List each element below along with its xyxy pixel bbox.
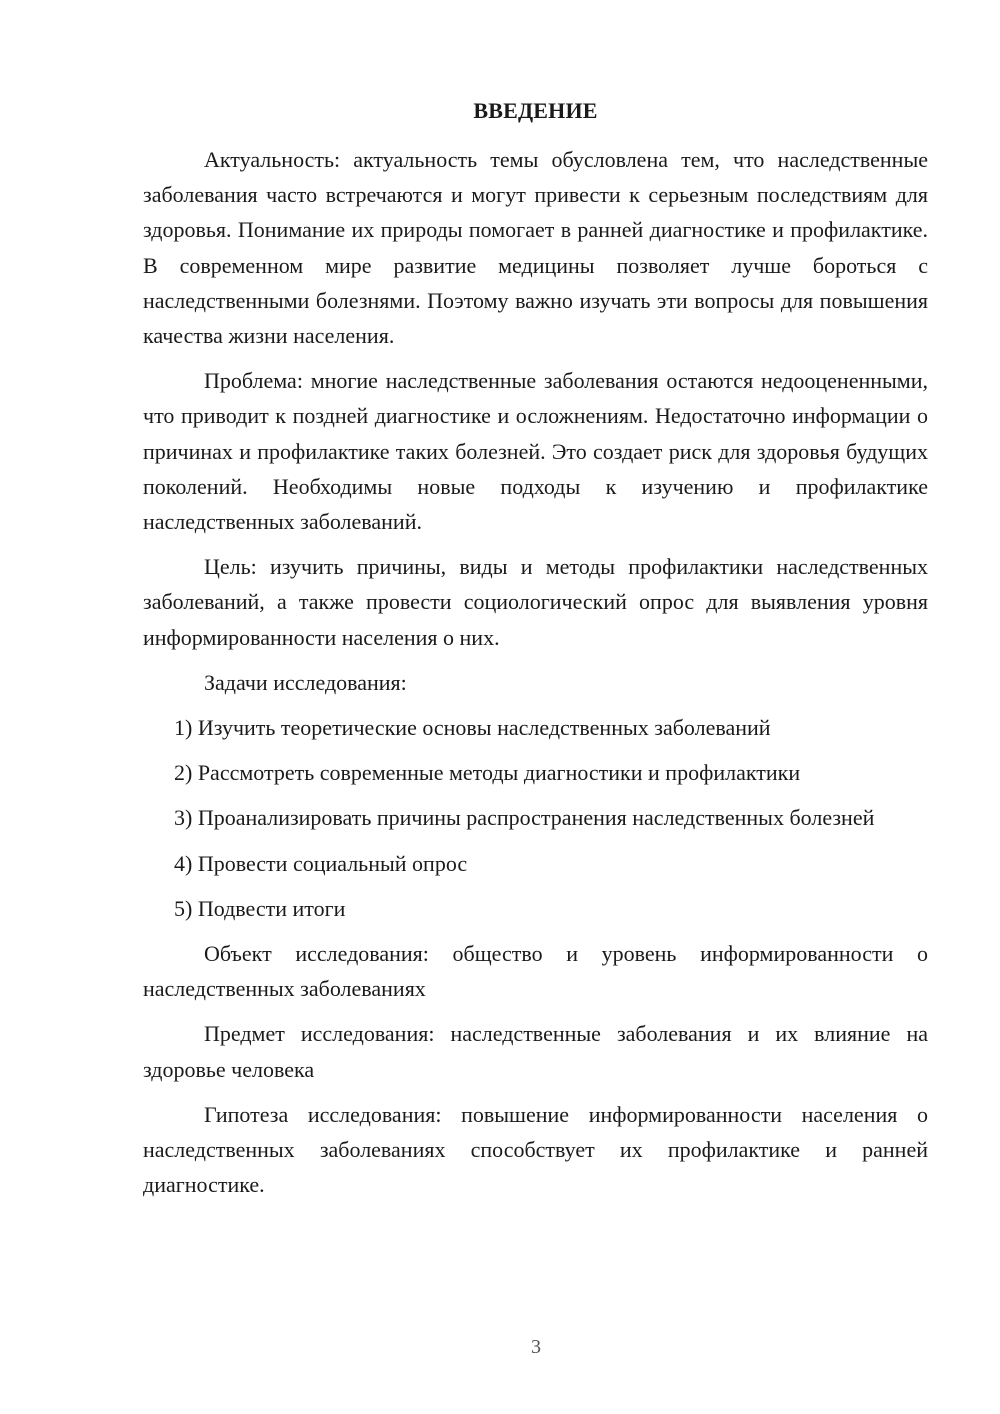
paragraph-problem: Проблема: многие наследственные заболевания остаются недооцененными, что приводит к поздней диагностике и осложнениям. Недостаточно информации о причинах и профилактике таких болезней. Это создает риск для здоровья будущих поколений. Необходимы новые подходы к изучению и профилактике наследственных заболеваний. <box>143 368 928 535</box>
task-item-1: 1) Изучить теоретические основы наследственных заболеваний <box>174 715 771 741</box>
paragraph-goal: Цель: изучить причины, виды и методы профилактики наследственных заболеваний, а также провести социологический опрос для выявления уровня информированности населения о них. <box>143 554 928 650</box>
task-item-5: 5) Подвести итоги <box>174 895 346 921</box>
task-item-3: 3) Проанализировать причины распространения наследственных болезней <box>174 805 875 831</box>
paragraph-subject: Предмет исследования: наследственные заболевания и их влияние на здоровье человека <box>143 1021 928 1082</box>
paragraph-object: Объект исследования: общество и уровень информированности о наследственных заболеваниях <box>143 941 928 1002</box>
paragraph-relevance: Актуальность: актуальность темы обусловлена тем, что наследственные заболевания часто встречаются и могут привести к серьезным последствиям для здоровья. Понимание их природы помогает в ранней диагностике и профилактике. В современном мире развитие медицины позволяет лучше бороться с наследственными болезнями. Поэтому важно изучать эти вопросы для повышения качества жизни населения. <box>143 147 928 349</box>
paragraph-hypothesis: Гипотеза исследования: повышение информированности населения о наследственных заболеваниях способствует их профилактике и ранней диагностике. <box>143 1101 928 1198</box>
document-body <box>143 142 928 1212</box>
task-item-2: 2) Рассмотреть современные методы диагностики и профилактики <box>174 760 801 786</box>
page-number: 3 <box>531 1336 541 1358</box>
paragraph-tasks-heading: Задачи исследования: <box>204 669 407 695</box>
section-title: ВВЕДЕНИЕ <box>473 98 598 123</box>
task-item-4: 4) Провести социальный опрос <box>174 850 468 876</box>
